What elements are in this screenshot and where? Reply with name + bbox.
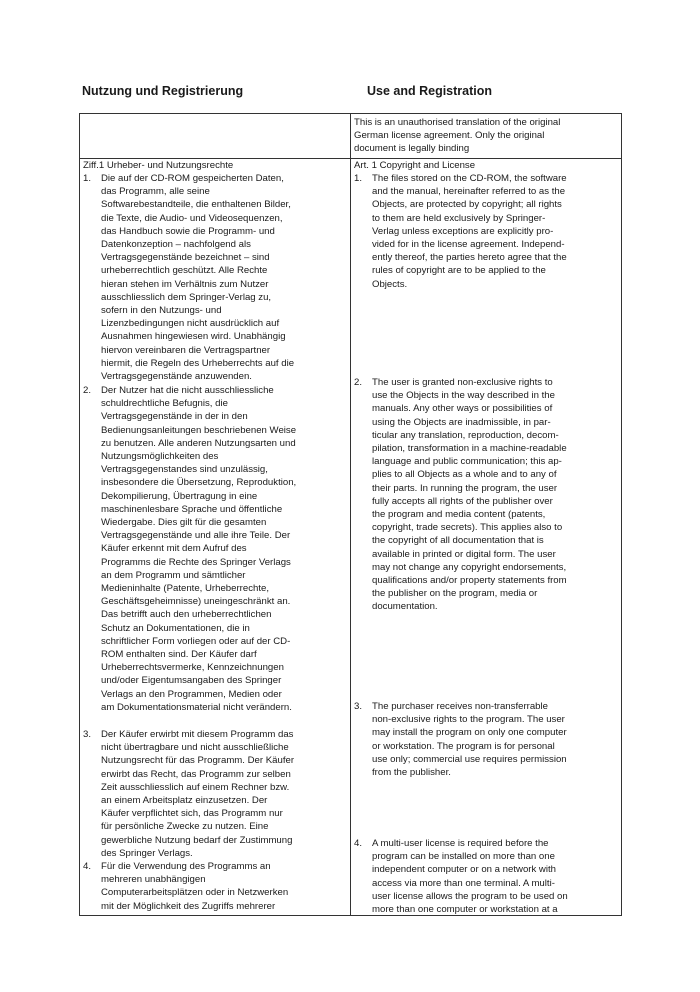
clause-line: Medieninhalte (Patente, Urheberrechte, bbox=[101, 583, 269, 595]
german-section-title: Ziff.1 Urheber- und Nutzungsrechte bbox=[83, 160, 234, 171]
clause-line: rules of copyright are to be applied to the bbox=[372, 265, 546, 277]
clause-line: sofern in den Nutzungs- und bbox=[101, 305, 222, 317]
clause-text bbox=[101, 384, 345, 714]
clause-line: Vertragsgegenstände und alle ihre Teile. Der bbox=[101, 530, 291, 542]
english-section-title: Art. 1 Copyright and License bbox=[354, 160, 476, 171]
clause-line: für persönliche Zwecke zu nutzen. Eine bbox=[101, 821, 269, 833]
clause-line: Ausnahmen hingewiesen wird. Unabhängig bbox=[101, 331, 286, 343]
clause-number: 4. bbox=[354, 838, 363, 849]
clause-line: ROM enthalten sind. Der Käufer darf bbox=[101, 649, 257, 661]
clause-line: or workstation. The program is for personal bbox=[372, 740, 555, 752]
clause-number: 3. bbox=[354, 701, 363, 712]
clause-line: their parts. In running the program, the user bbox=[372, 482, 558, 494]
clause-line: Käufer verpflichtet sich, das Programm nur bbox=[101, 808, 283, 820]
clause-text bbox=[372, 376, 618, 614]
clause-line: copyright, trade secrets). This applies also to bbox=[372, 522, 563, 534]
clause-line: Vertragsgegenstände in der in den bbox=[101, 411, 248, 423]
clause-line: Urheberrechtsvermerke, Kennzeichnungen bbox=[101, 662, 284, 674]
clause-line: manuals. Any other ways or possibilities of bbox=[372, 403, 553, 415]
clause-line: an dem Programm und sämtlicher bbox=[101, 569, 246, 581]
clause-line: A multi-user license is required before the bbox=[372, 838, 549, 849]
license-table bbox=[79, 113, 622, 916]
clause-line: hieran stehen im Verhältnis zum Nutzer bbox=[101, 278, 269, 290]
clause-line: and the manual, hereinafter referred to as the bbox=[372, 186, 566, 198]
clause-line: more than one computer or workstation at a bbox=[372, 904, 558, 916]
clause-line: zu benutzen. Alle anderen Nutzungsarten und bbox=[101, 437, 296, 449]
clause-line: the program and media content (patents, bbox=[372, 509, 546, 521]
clause-line: may install the program on only one computer bbox=[372, 727, 567, 739]
clause-line: Vertragsgegenstandes sind unzulässig, bbox=[101, 464, 268, 476]
clause-line: am Dokumentationsmaterial nicht verändern. bbox=[101, 701, 292, 713]
clause-line: gewerbliche Nutzung bedarf der Zustimmung bbox=[101, 834, 293, 846]
clause-number: 4. bbox=[83, 861, 92, 872]
clause-line: hiermit, die Regeln des Urheberrechts auf die bbox=[101, 357, 295, 369]
clause-line: Dekompilierung, Übertragung in eine bbox=[101, 490, 258, 502]
clause-line: fully accepts all rights of the publisher over bbox=[372, 495, 553, 507]
clause-line: Wiedergabe. Dies gilt für die gesamten bbox=[101, 517, 267, 529]
clause-number: 2. bbox=[354, 377, 363, 388]
clause-line: Die auf der CD-ROM gespeicherten Daten, bbox=[101, 173, 284, 184]
clause-text bbox=[101, 172, 345, 383]
clause-line: schriftlicher Form vorliegen oder auf der CD- bbox=[101, 635, 291, 647]
clause-line: language and public communication; this ap- bbox=[372, 456, 562, 468]
clause-line: nicht übertragbare und nicht ausschließliche bbox=[101, 742, 289, 754]
clause-line: the publisher on the program, media or bbox=[372, 588, 538, 600]
clause-text bbox=[372, 172, 618, 291]
clause-line: available in printed or digital form. The user bbox=[372, 548, 556, 560]
clause-line: erwirbt das Recht, das Programm zur selben bbox=[101, 768, 291, 780]
clause-line: documentation. bbox=[372, 601, 438, 613]
clause-line: Für die Verwendung des Programms an bbox=[101, 861, 271, 872]
clause-line: das Programm, alle seine bbox=[101, 186, 210, 198]
clause-line: Verlag unless exceptions are explicitly pro- bbox=[372, 225, 554, 237]
clause-line: ticular any translation, reproduction, decom- bbox=[372, 429, 559, 441]
clause-line: access via more than one terminal. A multi- bbox=[372, 877, 555, 889]
clause-line: plies to all Objects as a whole and to any of bbox=[372, 469, 557, 481]
clause-line: Nutzungsrecht für das Programm. Der Käufer bbox=[101, 755, 295, 767]
clause-line: das Handbuch sowie die Programm- und bbox=[101, 225, 275, 237]
clause-line: des Springer Verlags. bbox=[101, 847, 193, 859]
clause-line: Der Nutzer hat die nicht ausschliessliche bbox=[101, 385, 274, 396]
clause-line: non-exclusive rights to the program. The user bbox=[372, 714, 565, 726]
clause-line: Computerarbeitsplätzen oder in Netzwerken bbox=[101, 887, 289, 899]
clause-line: user license allows the program to be used on bbox=[372, 890, 568, 902]
note-line: German license agreement. Only the original bbox=[354, 130, 545, 142]
clause-line: The files stored on the CD-ROM, the software bbox=[372, 173, 567, 184]
note-line: document is legally binding bbox=[354, 143, 470, 155]
clause-line: Lizenzbedingungen nicht ausdrücklich auf bbox=[101, 318, 280, 330]
clause-number: 3. bbox=[83, 729, 92, 740]
clause-line: vided for in the license agreement. Independ- bbox=[372, 239, 565, 251]
clause-number: 1. bbox=[83, 173, 92, 184]
clause-line: Das betrifft auch den urheberrechtlichen bbox=[101, 609, 272, 621]
clause-line: Zeit ausschliesslich auf einem Rechner bzw. bbox=[101, 781, 290, 793]
clause-line: Verlags an den Programmen, Medien oder bbox=[101, 688, 282, 700]
clause-line: The user is granted non-exclusive rights to bbox=[372, 377, 553, 388]
clause-line: die Texte, die Audio- und Videosequenzen, bbox=[101, 212, 283, 224]
clause-text bbox=[101, 860, 345, 913]
clause-line: Objects, are protected by copyright; all rights bbox=[372, 199, 562, 211]
clause-line: Schutz an Dokumentationen, die in bbox=[101, 622, 250, 634]
clause-line: Objects. bbox=[372, 278, 408, 290]
clause-line: using the Objects are inadmissible, in par- bbox=[372, 416, 551, 428]
clause-text bbox=[372, 700, 618, 779]
clause-line: an einem Arbeitsplatz einzusetzen. Der bbox=[101, 795, 268, 807]
clause-line: Softwarebestandteile, die enthaltenen Bilder, bbox=[101, 199, 291, 211]
clause-line: urheberrechtlich geschützt. Alle Rechte bbox=[101, 265, 268, 277]
clause-line: mit der Möglichkeit des Zugriffs mehrerer bbox=[101, 900, 276, 912]
clause-line: Datenkonzeption – nachfolgend als bbox=[101, 239, 251, 251]
clause-line: Der Käufer erwirbt mit diesem Programm das bbox=[101, 729, 294, 740]
clause-line: und/oder Eigentumsangaben des Springer bbox=[101, 675, 282, 687]
clause-line: Nutzungsmöglichkeiten des bbox=[101, 451, 219, 463]
column-divider bbox=[350, 114, 351, 915]
clause-line: insbesondere die Übersetzung, Reproduktion, bbox=[101, 477, 297, 489]
clause-line: the copyright of all documentation that is bbox=[372, 535, 544, 547]
clause-line: schuldrechtliche Befugnis, die bbox=[101, 398, 228, 410]
clause-number: 2. bbox=[83, 385, 92, 396]
clause-line: use the Objects in the way described in the bbox=[372, 390, 555, 402]
clause-line: from the publisher. bbox=[372, 767, 451, 779]
clause-line: program can be installed on more than one bbox=[372, 851, 555, 863]
clause-line: mehreren unabhängigen bbox=[101, 874, 206, 886]
clause-text bbox=[372, 837, 618, 916]
clause-line: Vertragsgegenstände anzuwenden. bbox=[101, 371, 252, 383]
note-line: This is an unauthorised translation of the original bbox=[354, 117, 561, 128]
clause-line: Käufer erkennt mit dem Aufruf des bbox=[101, 543, 247, 555]
translation-note bbox=[354, 116, 616, 156]
clause-line: Bedienungsanleitungen beschriebenen Weise bbox=[101, 424, 297, 436]
clause-line: Geschäftsgeheimnisse) uneingeschränkt an. bbox=[101, 596, 291, 608]
clause-line: use only; commercial use requires permission bbox=[372, 753, 567, 765]
english-heading: Use and Registration bbox=[367, 84, 493, 98]
clause-number: 1. bbox=[354, 173, 363, 184]
clause-line: independent computer or on a network with bbox=[372, 864, 556, 876]
clause-line: ently thereof, the parties hereto agree that the bbox=[372, 252, 567, 264]
clause-line: The purchaser receives non-transferrable bbox=[372, 701, 548, 712]
clause-line: to them are held exclusively by Springer- bbox=[372, 212, 546, 224]
german-heading: Nutzung und Registrierung bbox=[82, 84, 244, 98]
clause-line: Vertragsgegenstände bezeichnet – sind bbox=[101, 252, 270, 264]
clause-line: pilation, transformation in a machine-readable bbox=[372, 443, 567, 455]
clause-line: ausschliesslich dem Springer-Verlag zu, bbox=[101, 291, 272, 303]
clause-text bbox=[101, 728, 345, 860]
clause-line: hiervon vereinbaren die Vertragspartner bbox=[101, 344, 271, 356]
clause-line: qualifications and/or property statements from bbox=[372, 575, 567, 587]
clause-line: may not change any copyright endorsements, bbox=[372, 561, 567, 573]
clause-line: Programms die Rechte des Springer Verlags bbox=[101, 556, 291, 568]
clause-line: maschinenlesbare Sprache und öffentliche bbox=[101, 503, 283, 515]
